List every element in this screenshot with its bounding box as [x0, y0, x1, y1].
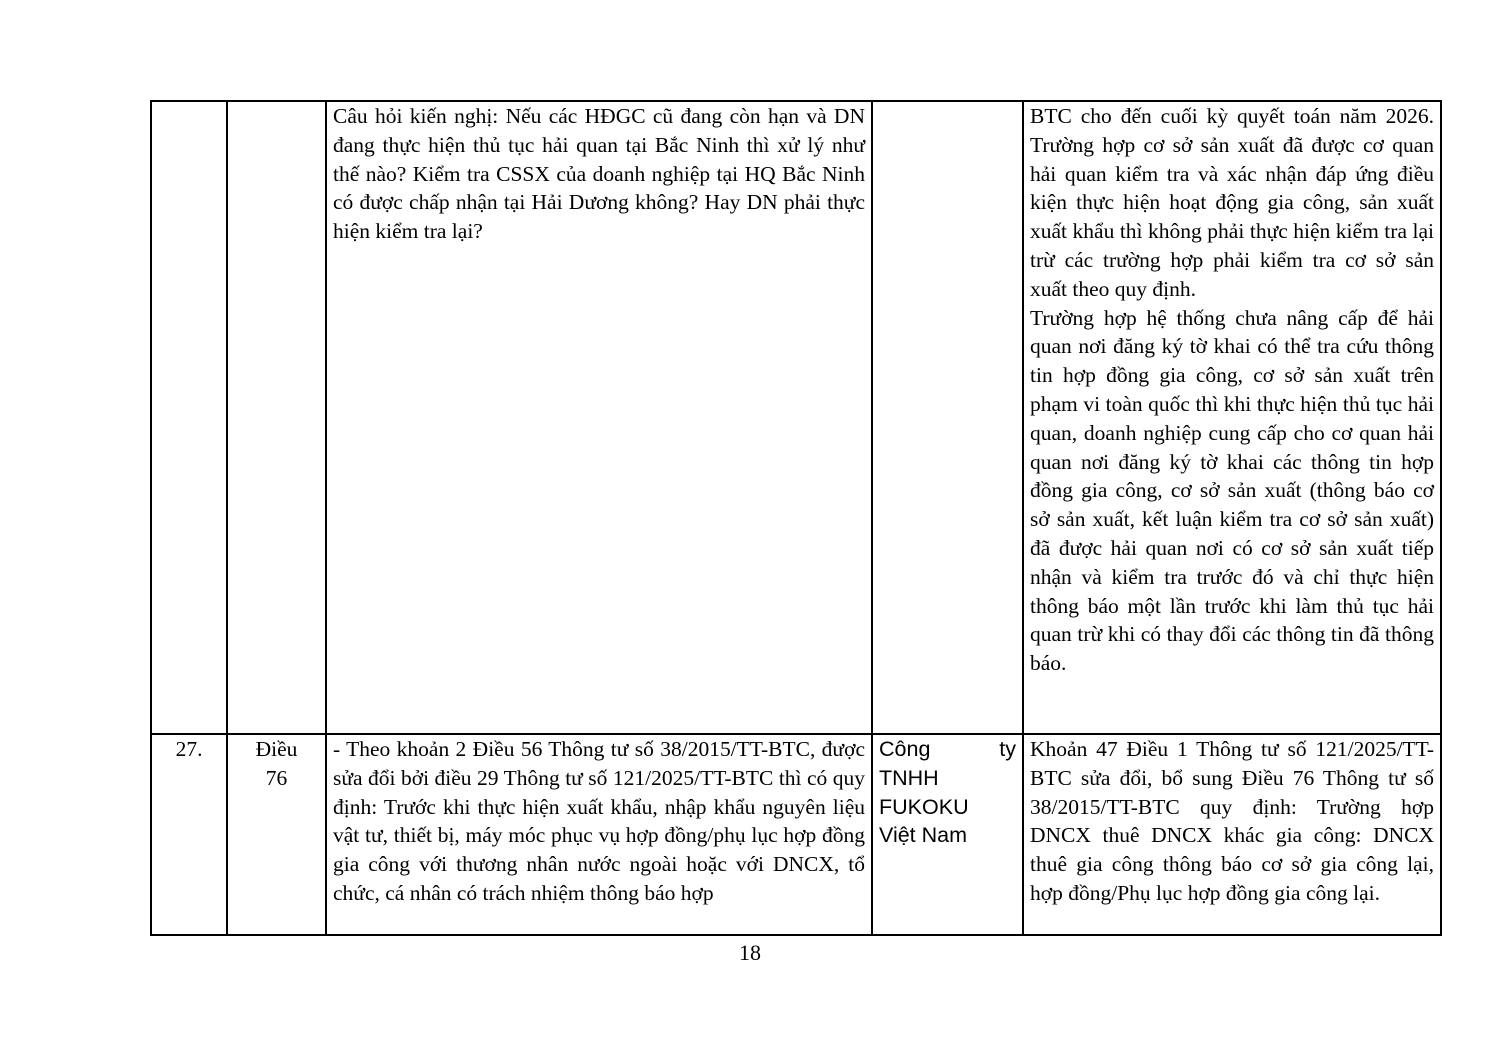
- organization-cell: [872, 734, 1023, 935]
- question-cell: [326, 101, 872, 734]
- organization-line-1: Công ty: [879, 737, 1016, 761]
- article-label: Điều: [255, 737, 298, 761]
- answer-cell: [1023, 734, 1441, 935]
- table-row-27: [151, 734, 1441, 935]
- article-cell: [227, 734, 326, 935]
- answer-paragraph-1: BTC cho đến cuối kỳ quyết toán năm 2026. Trường hợp cơ sở sản xuất đã được cơ quan hải quan kiểm tra và xác nhận đáp ứng điều kiện thực hiện hoạt động gia công, sản xuất xuất khẩu thì không phải thực hiện kiểm tra lại trừ các trường hợp phải kiểm tra cơ sở sản xuất theo quy định.: [1030, 104, 1434, 301]
- organization-cell: [872, 101, 1023, 734]
- answer-text: Khoản 47 Điều 1 Thông tư số 121/2025/TT-BTC sửa đổi, bổ sung Điều 76 Thông tư số 38/2015/TT-BTC quy định: Trường hợp DNCX thuê DNCX khác gia công: DNCX thuê gia công thông báo cơ sở gia công lại, hợp đồng/Phụ lục hợp đồng gia công lại.: [1030, 737, 1434, 905]
- row-number-cell: [151, 101, 227, 734]
- table-row-continued: [151, 101, 1441, 734]
- question-text: - Theo khoản 2 Điều 56 Thông tư số 38/2015/TT-BTC, được sửa đổi bởi điều 29 Thông tư số 121/2025/TT-BTC thì có quy định: Trước khi thực hiện xuất khẩu, nhập khẩu nguyên liệu vật tư, thiết bị, máy móc phục vụ hợp đồng/phụ lục hợp đồng gia công với thương nhân nước ngoài hoặc với DNCX, tổ chức, cá nhân có trách nhiệm thông báo hợp: [333, 737, 865, 905]
- organization-line-4: Việt Nam: [879, 823, 968, 848]
- page-number: 18: [739, 940, 761, 965]
- question-text: Câu hỏi kiến nghị: Nếu các HĐGC cũ đang còn hạn và DN đang thực hiện thủ tục hải quan tại Bắc Ninh thì xử lý như thế nào? Kiểm tra CSSX của doanh nghiệp tại HQ Bắc Ninh có được chấp nhận tại Hải Dương không? Hay DN phải thực hiện kiểm tra lại?: [333, 104, 865, 244]
- article-number: 76: [265, 765, 288, 790]
- question-cell: [326, 734, 872, 935]
- answer-paragraph-2: Trường hợp hệ thống chưa nâng cấp để hải quan nơi đăng ký tờ khai có thể tra cứu thông tin hợp đồng gia công, cơ sở sản xuất trên phạm vi toàn quốc thì khi thực hiện thủ tục hải quan, doanh nghiệp cung cấp cho cơ quan hải quan nơi đăng ký tờ khai các thông tin hợp đồng gia công, cơ sở sản xuất (thông báo cơ sở sản xuất, kết luận kiểm tra cơ sở sản xuất) đã được hải quan nơi có cơ sở sản xuất tiếp nhận và kiểm tra trước đó và chỉ thực hiện thông báo một lần trước khi làm thủ tục hải quan trừ khi có thay đổi các thông tin đã thông báo.: [1030, 305, 1434, 676]
- row-number: 27.: [175, 737, 203, 761]
- organization-line-2: TNHH: [879, 765, 939, 790]
- feedback-table: [150, 100, 1442, 936]
- article-cell: [227, 101, 326, 734]
- answer-cell: [1023, 101, 1441, 734]
- organization-line-3: FUKOKU: [879, 794, 969, 819]
- row-number-cell: [151, 734, 227, 935]
